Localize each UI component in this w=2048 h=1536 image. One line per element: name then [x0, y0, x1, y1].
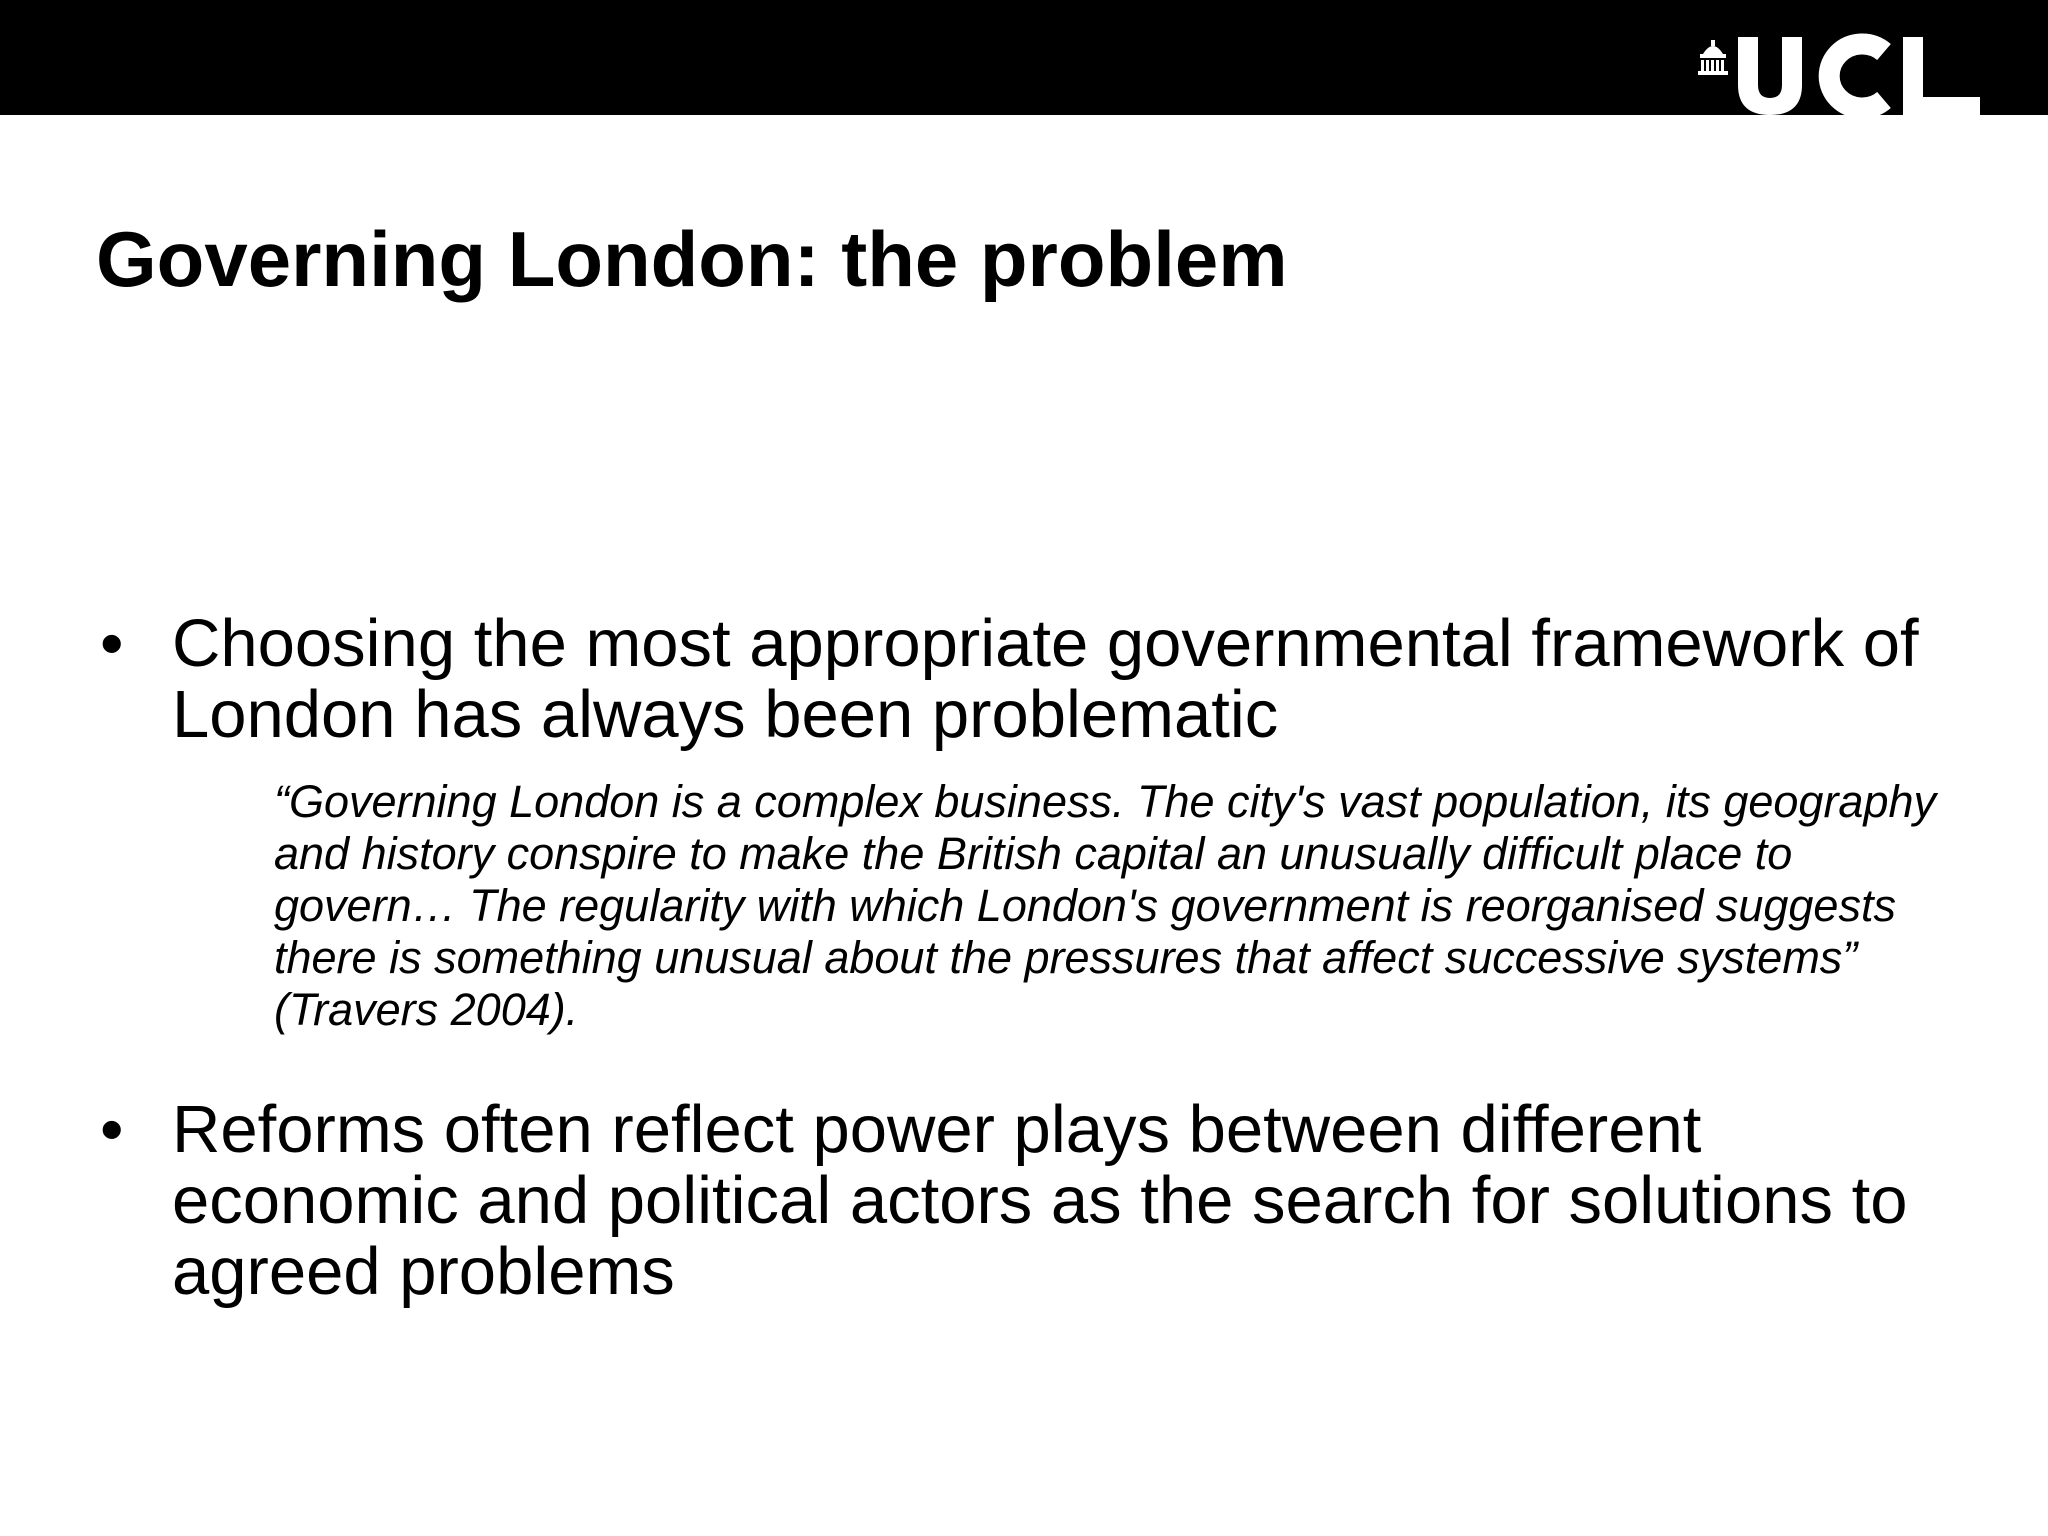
quote-block — [96, 768, 1996, 1054]
list-item — [96, 1094, 1976, 1307]
bullet-marker: • — [100, 606, 124, 681]
list-item — [96, 608, 1976, 750]
travers-quote: “Governing London is a complex business. The city's vast population, its geography and history conspire to make the British capital an unusually difficult place to govern… The regularity with which London's government is reorganised suggests there is something unusual about the pressures that affect successive systems” (Travers 2004). — [274, 776, 1937, 1035]
header-bar — [0, 0, 2048, 115]
ucl-logo — [1690, 30, 1990, 115]
portico-icon — [1698, 40, 1728, 75]
bullet-text: Reforms often reflect power plays between different economic and political actors as the search for solutions to agreed problems — [172, 1092, 1908, 1309]
slide-title: Governing London: the problem — [96, 215, 1288, 303]
bullet-marker: • — [100, 1092, 124, 1167]
bullet-list — [96, 608, 1976, 750]
bullet-list-continued — [96, 1094, 1976, 1307]
bullet-text: Choosing the most appropriate governmental framework of London has always been problematic — [172, 606, 1919, 752]
